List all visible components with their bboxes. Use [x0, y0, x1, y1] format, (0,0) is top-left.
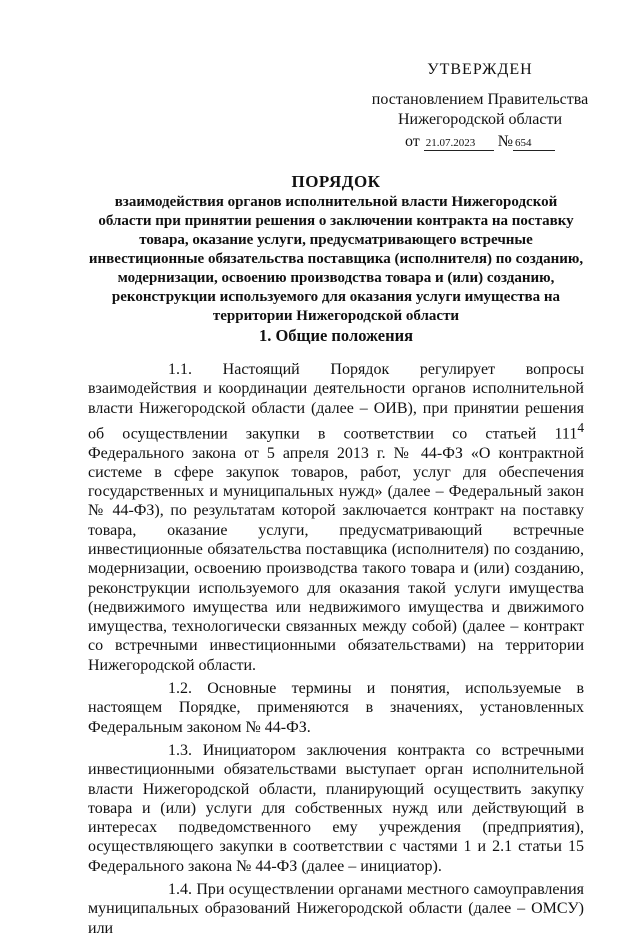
paragraph-number: 1.2.	[168, 680, 192, 698]
superscript: 4	[577, 419, 584, 435]
paragraph-number: 1.3.	[168, 741, 192, 759]
approval-line-2: Нижегородской области	[397, 111, 562, 128]
title-subtitle: взаимодействия органов исполнительной власти Нижегородской области при принятии решения о заключении контракта на поставку товара, оказание услуги, предусматривающего встречные инвестиционные обязательства поставщика (исполнителя) по созданию, модернизации, освоению производства товара и (или) созданию, реконструкции используемого для оказания услуги имущества на территории Нижегородской области	[88, 194, 584, 324]
approval-block	[360, 60, 600, 152]
paragraph-1-3	[88, 741, 584, 876]
approval-line-1: постановлением Правительства	[371, 91, 589, 108]
approval-date: 21.07.2023	[424, 137, 494, 151]
section-heading: 1. Общие положения	[258, 326, 414, 345]
paragraph-number: 1.1.	[168, 361, 192, 378]
number-prefix: №	[497, 133, 514, 150]
paragraph-text: Настоящий Порядок регулирует вопросы взаимодействия и координации деятельности органов исполнительной власти Нижегородской области (далее – ОИВ), при принятии решения об осуществлении закупки в соответствии со статьей 111	[88, 361, 584, 443]
paragraph-text: Инициатором заключения контракта со встречными инвестиционными обязательствами выступает орган исполнительной власти Нижегородской области, планирующий осуществить закупку товара и (или) услуги для собственных нужд или действующий в интересах подведомственного ему учреждения (предприятия), осуществляющего закупки в соответствии с частями 1 и 2.1 статьи 15 Федерального закона № 44-ФЗ (далее – инициатор).	[88, 741, 585, 875]
document-title	[88, 172, 584, 326]
paragraph-1-1	[88, 360, 584, 675]
paragraph-text: При осуществлении органами местного самоуправления муниципальных образований Нижегородской области (далее – ОМСУ) или	[88, 881, 585, 937]
paragraph-number: 1.4.	[168, 881, 192, 899]
paragraph-text-cont: Федерального закона от 5 апреля 2013 г. № 44-ФЗ «О контрактной системе в сфере закупок товаров, работ, услуг для обеспечения государственных и муниципальных нужд» (далее – Федеральный закон № 44-ФЗ), по результатам которой заключается контракт на поставку товара, оказание услуги, предусматривающий встречные инвестиционные обязательства поставщика (исполнителя) по созданию, модернизации, освоению производства такого товара и (или) созданию, реконструкции используемого для оказания такой услуги имущества (недвижимого имущества или недвижимого имущества и движимого имущества, технологически связанных между собой) (далее – контракт со встречными инвестиционными обязательствами) на территории Нижегородской области.	[88, 444, 584, 674]
paragraph-text: Основные термины и понятия, используемые в настоящем Порядке, применяются в значениях, установленных Федеральным законом № 44-ФЗ.	[88, 680, 585, 736]
paragraph-1-4	[88, 880, 584, 938]
approval-date-line	[360, 132, 600, 152]
title-main: ПОРЯДОК	[291, 172, 381, 191]
approval-number: 654	[513, 137, 555, 151]
approval-heading: УТВЕРЖДЕН	[427, 61, 533, 78]
date-prefix: от	[404, 133, 420, 150]
document-body	[88, 360, 584, 942]
paragraph-1-2	[88, 679, 584, 737]
